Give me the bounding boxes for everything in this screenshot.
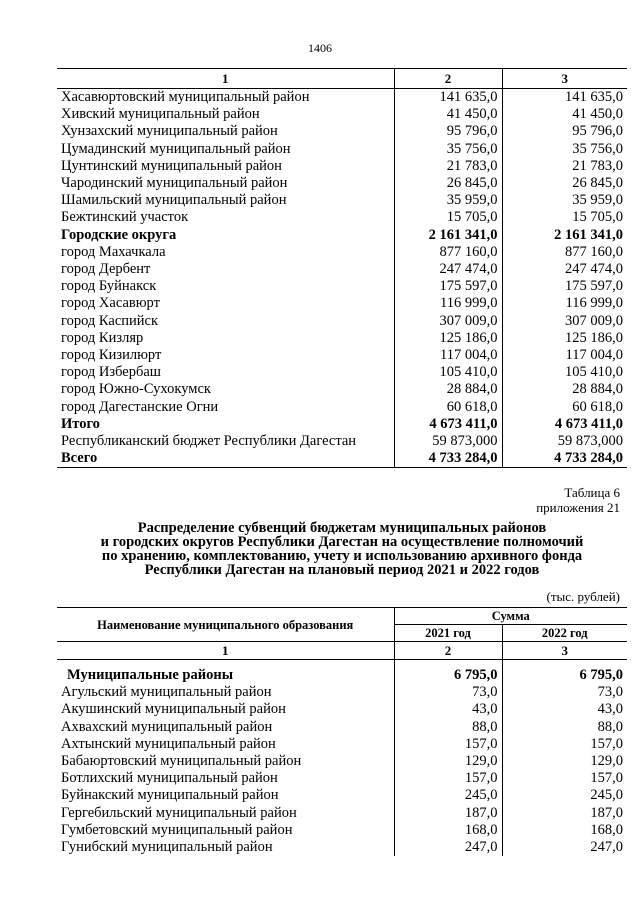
row-value-col2: 41 450,0	[394, 106, 502, 123]
table-row	[57, 719, 627, 736]
row-name: город Дагестанские Огни	[61, 398, 219, 415]
table-row	[57, 295, 627, 312]
row-value-col2: 35 756,0	[394, 141, 502, 158]
row-name: город Избербаш	[61, 364, 161, 381]
row-value-col3: 73,0	[502, 684, 627, 701]
row-value-col2: 95 796,0	[394, 123, 502, 140]
row-name: город Дербент	[61, 261, 151, 278]
row-value-col2: 245,0	[394, 787, 502, 804]
row-value-col3: 141 635,0	[502, 89, 627, 107]
row-value-col3: 187,0	[502, 805, 627, 822]
table-row	[57, 753, 627, 770]
row-name: Ботлихский муниципальный район	[61, 770, 278, 787]
row-value-col3: 2 161 341,0	[502, 227, 627, 244]
header-year-2022: 2022 год	[502, 625, 627, 642]
row-name: город Махачкала	[61, 243, 166, 260]
row-value-col2: 141 635,0	[394, 89, 502, 107]
table-number: Таблица 6	[564, 485, 620, 500]
table-body	[57, 89, 627, 468]
column-header-3: 3	[502, 69, 627, 89]
row-value-col3: 247 474,0	[502, 261, 627, 278]
row-value-col2: 877 160,0	[394, 244, 502, 261]
row-value-col2: 35 959,0	[394, 192, 502, 209]
table-row	[57, 175, 627, 192]
row-value-col2: 125 186,0	[394, 330, 502, 347]
row-name: Чародинский муниципальный район	[61, 175, 288, 192]
column-header-2: 2	[394, 642, 502, 660]
row-value-col3: 129,0	[502, 753, 627, 770]
row-value-col2: 129,0	[394, 753, 502, 770]
row-name: Ахтынский муниципальный район	[61, 735, 276, 752]
row-value-col3: 877 160,0	[502, 244, 627, 261]
table-row	[57, 123, 627, 140]
row-name: Всего	[57, 450, 394, 468]
table-header-row	[57, 608, 627, 625]
row-value-col2: 26 845,0	[394, 175, 502, 192]
header-municipality-name: Наименование муниципального образования	[57, 608, 394, 642]
row-value-col3: 247,0	[502, 839, 627, 856]
table-row	[57, 822, 627, 839]
row-value-col2: 157,0	[394, 736, 502, 753]
row-value-col2: 168,0	[394, 822, 502, 839]
row-value-col2: 15 705,0	[394, 209, 502, 226]
table-row	[57, 209, 627, 226]
row-value-col3: 41 450,0	[502, 106, 627, 123]
row-value-col3: 35 959,0	[502, 192, 627, 209]
row-value-col3: 116 999,0	[502, 295, 627, 312]
table-row	[57, 660, 627, 685]
table-row	[57, 416, 627, 433]
row-value-col3: 105 410,0	[502, 364, 627, 381]
row-value-col2: 4 673 411,0	[394, 416, 502, 433]
row-value-col2: 6 795,0	[394, 660, 502, 685]
row-value-col2: 28 884,0	[394, 381, 502, 398]
row-value-col3: 157,0	[502, 736, 627, 753]
table-row	[57, 313, 627, 330]
table-row	[57, 158, 627, 175]
subsidy-table-continued	[57, 68, 627, 468]
row-value-col2: 187,0	[394, 805, 502, 822]
row-value-col2: 175 597,0	[394, 278, 502, 295]
row-value-col3: 307 009,0	[502, 313, 627, 330]
row-value-col2: 59 873,000	[394, 433, 502, 450]
table-row	[57, 787, 627, 804]
row-value-col3: 4 673 411,0	[502, 416, 627, 433]
row-value-col2: 247 474,0	[394, 261, 502, 278]
column-header-3: 3	[502, 642, 627, 660]
row-name: Гунибский муниципальный район	[61, 839, 273, 856]
row-value-col3: 26 845,0	[502, 175, 627, 192]
row-name: Ахвахский муниципальный район	[61, 718, 273, 735]
row-value-col3: 245,0	[502, 787, 627, 804]
row-value-col3: 6 795,0	[502, 660, 627, 685]
header-sum: Сумма	[394, 608, 627, 625]
row-value-col3: 125 186,0	[502, 330, 627, 347]
row-name: город Южно-Сухокумск	[61, 381, 211, 398]
table-row	[57, 701, 627, 718]
table-row	[57, 805, 627, 822]
row-value-col2: 21 783,0	[394, 158, 502, 175]
column-header-1: 1	[57, 642, 394, 660]
row-value-col3: 175 597,0	[502, 278, 627, 295]
page-number: 1406	[308, 41, 332, 55]
row-value-col2: 116 999,0	[394, 295, 502, 312]
title-line: Распределение субвенций бюджетам муниципальных районов	[137, 520, 547, 536]
row-name: город Кизляр	[61, 329, 144, 346]
row-value-col3: 95 796,0	[502, 123, 627, 140]
title-line: Республики Дагестан на плановый период 2021 и 2022 годов	[144, 562, 540, 578]
table-row	[57, 381, 627, 398]
table-row	[57, 450, 627, 468]
row-value-col2: 247,0	[394, 839, 502, 856]
table-row	[57, 192, 627, 209]
row-value-col3: 117 004,0	[502, 347, 627, 364]
table-row	[57, 433, 627, 450]
row-value-col3: 21 783,0	[502, 158, 627, 175]
row-value-col3: 157,0	[502, 770, 627, 787]
title-line: и городских округов Республики Дагестан на осуществление полномочий	[100, 534, 584, 550]
row-name: Хасавюртовский муниципальный район	[61, 89, 310, 105]
table-row	[57, 399, 627, 416]
table-row	[57, 278, 627, 295]
row-name: Цумадинский муниципальный район	[61, 140, 291, 157]
archive-subsidy-table	[57, 607, 627, 856]
title-line: по хранению, комплектованию, учету и использованию архивного фонда	[101, 548, 583, 564]
row-name: Бабаюртовский муниципальный район	[61, 753, 302, 770]
table-row	[57, 684, 627, 701]
table-body	[57, 660, 627, 857]
table-header-row	[57, 642, 627, 660]
row-value-col2: 43,0	[394, 701, 502, 718]
table-caption	[536, 485, 620, 515]
row-name: Гумбетовский муниципальный район	[61, 821, 293, 838]
appendix-reference: приложения 21	[536, 500, 620, 515]
row-value-col3: 35 756,0	[502, 141, 627, 158]
table-row	[57, 89, 627, 107]
row-name: город Каспийск	[61, 312, 159, 329]
row-value-col3: 4 733 284,0	[502, 450, 627, 468]
row-value-col2: 117 004,0	[394, 347, 502, 364]
row-value-col3: 59 873,000	[502, 433, 627, 450]
row-value-col3: 28 884,0	[502, 381, 627, 398]
row-name: Городские округа	[61, 226, 177, 243]
table-row	[57, 736, 627, 753]
table-row	[57, 244, 627, 261]
row-value-col3: 60 618,0	[502, 399, 627, 416]
row-name: Хивский муниципальный район	[61, 106, 260, 123]
row-name: Агульский муниципальный район	[61, 684, 272, 701]
row-value-col2: 73,0	[394, 684, 502, 701]
row-value-col3: 88,0	[502, 719, 627, 736]
row-name: Буйнакский муниципальный район	[61, 787, 279, 804]
row-value-col2: 307 009,0	[394, 313, 502, 330]
row-value-col2: 60 618,0	[394, 399, 502, 416]
table-row	[57, 839, 627, 856]
table-row	[57, 141, 627, 158]
header-year-2021: 2021 год	[394, 625, 502, 642]
table-row	[57, 261, 627, 278]
row-value-col2: 157,0	[394, 770, 502, 787]
table-row	[57, 227, 627, 244]
row-value-col2: 88,0	[394, 719, 502, 736]
row-value-col3: 43,0	[502, 701, 627, 718]
table-row	[57, 770, 627, 787]
row-name: Республиканский бюджет Республики Дагестан	[61, 433, 357, 450]
table-row	[57, 364, 627, 381]
column-header-1: 1	[57, 69, 394, 89]
table-row	[57, 347, 627, 364]
row-value-col3: 15 705,0	[502, 209, 627, 226]
table-header-row	[57, 69, 627, 89]
column-header-2: 2	[394, 69, 502, 89]
row-value-col3: 168,0	[502, 822, 627, 839]
row-name: Акушинский муниципальный район	[61, 701, 286, 718]
row-name: Шамильский муниципальный район	[61, 192, 287, 209]
row-name: город Буйнакск	[61, 278, 157, 295]
row-name: Хунзахский муниципальный район	[61, 123, 278, 140]
table-title	[0, 521, 640, 577]
row-name: Цунтинский муниципальный район	[61, 157, 282, 174]
row-name: Бежтинский участок	[61, 209, 189, 226]
row-name: Муниципальные районы	[67, 667, 234, 683]
units-label: (тыс. рублей)	[546, 589, 620, 604]
table-row	[57, 106, 627, 123]
row-value-col2: 2 161 341,0	[394, 227, 502, 244]
table-row	[57, 330, 627, 347]
row-value-col2: 4 733 284,0	[394, 450, 502, 468]
row-name: Гергебильский муниципальный район	[61, 804, 297, 821]
row-name: город Кизилюрт	[61, 347, 162, 364]
row-value-col2: 105 410,0	[394, 364, 502, 381]
row-name: город Хасавюрт	[61, 295, 160, 312]
row-name: Итого	[61, 415, 100, 432]
